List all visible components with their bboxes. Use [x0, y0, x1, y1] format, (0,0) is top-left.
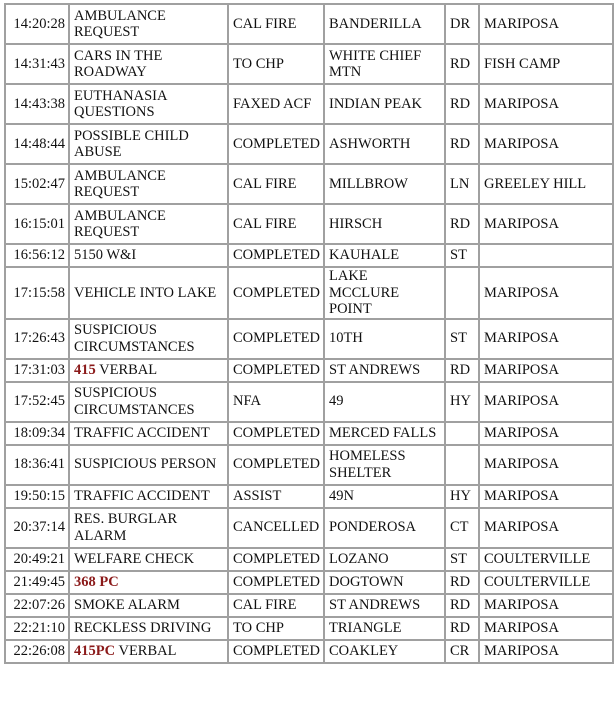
call-log-table: [4, 3, 614, 664]
call-type-cell: [69, 244, 228, 267]
city-cell: MARIPOSA: [479, 594, 613, 617]
disposition-cell: ASSIST: [228, 485, 324, 508]
penal-code-label: 415PC: [74, 642, 116, 659]
street-cell: 49: [324, 382, 445, 422]
call-log-row: [5, 44, 613, 84]
street-suffix-cell: LN: [445, 164, 479, 204]
disposition-cell: COMPLETED: [228, 445, 324, 485]
call-log-row: [5, 617, 613, 640]
time-cell: 19:50:15: [5, 485, 69, 508]
time-cell: 17:31:03: [5, 359, 69, 382]
street-suffix-cell: HY: [445, 485, 479, 508]
street-suffix-cell: CR: [445, 640, 479, 663]
call-log-row: [5, 204, 613, 244]
time-cell: 20:49:21: [5, 548, 69, 571]
call-type-cell: [69, 594, 228, 617]
disposition-cell: COMPLETED: [228, 422, 324, 445]
call-type-cell: [69, 267, 228, 319]
call-type-label: VEHICLE INTO LAKE: [74, 284, 217, 301]
street-cell: LOZANO: [324, 548, 445, 571]
call-type-cell: [69, 124, 228, 164]
city-cell: MARIPOSA: [479, 204, 613, 244]
disposition-cell: COMPLETED: [228, 244, 324, 267]
call-type-label: VERBAL: [99, 361, 158, 378]
city-cell: MARIPOSA: [479, 617, 613, 640]
penal-code-label: 415: [74, 361, 96, 378]
call-type-label: RES. BURGLAR ALARM: [74, 511, 178, 544]
call-log-row: [5, 124, 613, 164]
street-cell: DOGTOWN: [324, 571, 445, 594]
street-suffix-cell: RD: [445, 124, 479, 164]
street-suffix-cell: RD: [445, 594, 479, 617]
call-type-cell: [69, 422, 228, 445]
time-cell: 20:37:14: [5, 508, 69, 548]
time-cell: 18:36:41: [5, 445, 69, 485]
street-cell: MERCED FALLS: [324, 422, 445, 445]
street-suffix-cell: HY: [445, 382, 479, 422]
call-type-label: SUSPICIOUS PERSON: [74, 456, 217, 473]
time-cell: 18:09:34: [5, 422, 69, 445]
street-cell: PONDEROSA: [324, 508, 445, 548]
city-cell: MARIPOSA: [479, 124, 613, 164]
disposition-cell: COMPLETED: [228, 640, 324, 663]
street-suffix-cell: [445, 422, 479, 445]
city-cell: [479, 244, 613, 267]
disposition-cell: CANCELLED: [228, 508, 324, 548]
street-cell: KAUHALE: [324, 244, 445, 267]
call-type-label: CARS IN THE ROADWAY: [74, 47, 163, 80]
street-suffix-cell: [445, 445, 479, 485]
street-cell: HIRSCH: [324, 204, 445, 244]
call-type-label: VERBAL: [118, 642, 177, 659]
time-cell: 16:15:01: [5, 204, 69, 244]
street-cell: 49N: [324, 485, 445, 508]
call-type-label: 5150 W&I: [74, 247, 137, 264]
city-cell: MARIPOSA: [479, 640, 613, 663]
disposition-cell: TO CHP: [228, 617, 324, 640]
street-cell: ST ANDREWS: [324, 594, 445, 617]
disposition-cell: TO CHP: [228, 44, 324, 84]
street-suffix-cell: ST: [445, 319, 479, 359]
disposition-cell: COMPLETED: [228, 571, 324, 594]
city-cell: GREELEY HILL: [479, 164, 613, 204]
call-log-row: [5, 244, 613, 267]
call-type-label: TRAFFIC ACCIDENT: [74, 424, 210, 441]
city-cell: MARIPOSA: [479, 382, 613, 422]
time-cell: 16:56:12: [5, 244, 69, 267]
call-type-label: AMBULANCE REQUEST: [74, 207, 166, 240]
call-type-label: SMOKE ALARM: [74, 596, 180, 613]
street-cell: INDIAN PEAK: [324, 84, 445, 124]
street-cell: 10TH: [324, 319, 445, 359]
street-suffix-cell: RD: [445, 84, 479, 124]
street-cell: MILLBROW: [324, 164, 445, 204]
disposition-cell: COMPLETED: [228, 359, 324, 382]
street-cell: BANDERILLA: [324, 4, 445, 44]
city-cell: MARIPOSA: [479, 359, 613, 382]
call-type-label: AMBULANCE REQUEST: [74, 7, 166, 40]
call-type-cell: [69, 382, 228, 422]
disposition-cell: COMPLETED: [228, 267, 324, 319]
call-type-cell: [69, 571, 228, 594]
time-cell: 17:52:45: [5, 382, 69, 422]
call-log-row: [5, 164, 613, 204]
call-log-row: [5, 359, 613, 382]
call-type-cell: [69, 485, 228, 508]
time-cell: 22:21:10: [5, 617, 69, 640]
call-type-cell: [69, 204, 228, 244]
call-log-row: [5, 84, 613, 124]
city-cell: MARIPOSA: [479, 4, 613, 44]
call-type-label: AMBULANCE REQUEST: [74, 167, 166, 200]
city-cell: MARIPOSA: [479, 485, 613, 508]
time-cell: 14:31:43: [5, 44, 69, 84]
time-cell: 22:07:26: [5, 594, 69, 617]
call-type-label: POSSIBLE CHILD ABUSE: [74, 127, 189, 160]
time-cell: 14:20:28: [5, 4, 69, 44]
call-type-cell: [69, 319, 228, 359]
time-cell: 22:26:08: [5, 640, 69, 663]
call-log-row: [5, 319, 613, 359]
call-type-cell: [69, 164, 228, 204]
disposition-cell: CAL FIRE: [228, 204, 324, 244]
call-log-row: [5, 445, 613, 485]
street-cell: TRIANGLE: [324, 617, 445, 640]
call-log-row: [5, 267, 613, 319]
call-type-cell: [69, 548, 228, 571]
call-type-cell: [69, 4, 228, 44]
penal-code-label: 368 PC: [74, 573, 119, 590]
call-log-row: [5, 594, 613, 617]
call-type-cell: [69, 640, 228, 663]
street-suffix-cell: RD: [445, 44, 479, 84]
time-cell: 14:43:38: [5, 84, 69, 124]
city-cell: MARIPOSA: [479, 508, 613, 548]
street-cell: HOMELESS SHELTER: [324, 445, 445, 485]
call-log-row: [5, 548, 613, 571]
disposition-cell: FAXED ACF: [228, 84, 324, 124]
call-type-cell: [69, 84, 228, 124]
disposition-cell: COMPLETED: [228, 319, 324, 359]
call-log-row: [5, 422, 613, 445]
call-type-cell: [69, 445, 228, 485]
time-cell: 15:02:47: [5, 164, 69, 204]
street-cell: ST ANDREWS: [324, 359, 445, 382]
street-suffix-cell: RD: [445, 359, 479, 382]
call-log-row: [5, 640, 613, 663]
street-suffix-cell: CT: [445, 508, 479, 548]
city-cell: MARIPOSA: [479, 445, 613, 485]
disposition-cell: COMPLETED: [228, 124, 324, 164]
call-type-label: SUSPICIOUS CIRCUMSTANCES: [74, 385, 195, 418]
street-cell: LAKE MCCLURE POINT: [324, 267, 445, 319]
call-log-row: [5, 4, 613, 44]
call-type-cell: [69, 508, 228, 548]
call-type-cell: [69, 617, 228, 640]
street-suffix-cell: RD: [445, 571, 479, 594]
disposition-cell: CAL FIRE: [228, 4, 324, 44]
street-suffix-cell: DR: [445, 4, 479, 44]
call-type-label: RECKLESS DRIVING: [74, 619, 212, 636]
street-suffix-cell: ST: [445, 548, 479, 571]
call-log-body: [5, 4, 613, 663]
street-suffix-cell: ST: [445, 244, 479, 267]
call-type-label: TRAFFIC ACCIDENT: [74, 487, 210, 504]
call-type-label: SUSPICIOUS CIRCUMSTANCES: [74, 322, 195, 355]
disposition-cell: NFA: [228, 382, 324, 422]
call-log-row: [5, 571, 613, 594]
disposition-cell: COMPLETED: [228, 548, 324, 571]
time-cell: 17:15:58: [5, 267, 69, 319]
disposition-cell: CAL FIRE: [228, 594, 324, 617]
city-cell: COULTERVILLE: [479, 548, 613, 571]
street-cell: ASHWORTH: [324, 124, 445, 164]
city-cell: MARIPOSA: [479, 267, 613, 319]
disposition-cell: CAL FIRE: [228, 164, 324, 204]
call-type-cell: [69, 44, 228, 84]
call-log-row: [5, 485, 613, 508]
city-cell: MARIPOSA: [479, 422, 613, 445]
city-cell: MARIPOSA: [479, 319, 613, 359]
city-cell: FISH CAMP: [479, 44, 613, 84]
call-type-cell: [69, 359, 228, 382]
call-log-row: [5, 508, 613, 548]
street-suffix-cell: RD: [445, 204, 479, 244]
call-type-label: EUTHANASIA QUESTIONS: [74, 87, 167, 120]
street-cell: COAKLEY: [324, 640, 445, 663]
city-cell: COULTERVILLE: [479, 571, 613, 594]
time-cell: 21:49:45: [5, 571, 69, 594]
street-suffix-cell: [445, 267, 479, 319]
time-cell: 17:26:43: [5, 319, 69, 359]
street-suffix-cell: RD: [445, 617, 479, 640]
call-log-row: [5, 382, 613, 422]
time-cell: 14:48:44: [5, 124, 69, 164]
call-type-label: WELFARE CHECK: [74, 550, 195, 567]
street-cell: WHITE CHIEF MTN: [324, 44, 445, 84]
city-cell: MARIPOSA: [479, 84, 613, 124]
